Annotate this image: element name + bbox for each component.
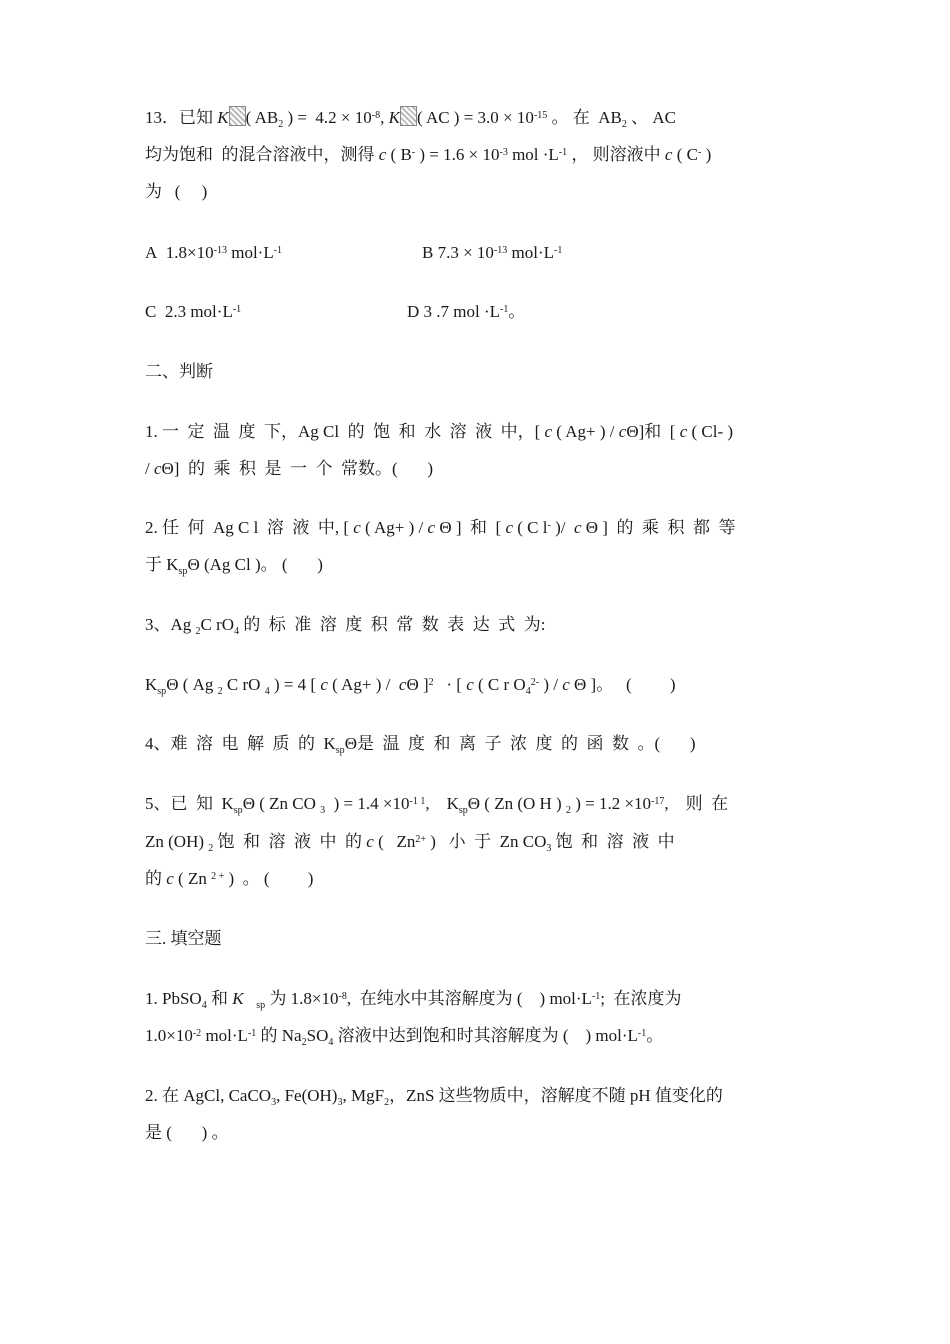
judge-3-line1: 3、Ag $_2$C $rO_4$ 的 标 准 溶 度 积 常 数 表 达 式 为: [145, 615, 546, 637]
q13-line2: 均为饱和 的混合溶液中，测得 c ( B- ) = $1.6 \times 10^{-3}$ mol $\cdot L^{-1}$ ， 则溶液中 c ( C- ) [145, 145, 712, 164]
q13-option-a: A $1.8\times 10^{-13}$ $mol\cdot L^{-1}$ [145, 243, 283, 262]
section-2-title: 二、判断 [145, 362, 213, 381]
judge-2-line1: 2. 任 何 Ag C l 溶 液 中, [ c ( Ag+ ) / c Θ ] 和 [ c ( C l- )/ c Θ ] 的 乘 积 都 等 [145, 518, 736, 537]
q13-line1: 13．已知 K ( $AB_2$ ) = $4.2 \times 10^{-8}$, K ( AC ) = $3.0 \times 10^{-15}$ 。 在 $AB_2$ 、 AC [145, 108, 676, 130]
judge-3-line2: $K_{sp}\Theta$ ( Ag $_2$ C rO $_4$ ) = 4 [ c ( Ag+ ) / cΘ ]$^2$ · [ c ( C r $O_4^{2-}$ ) / c Θ ]。 ( ) [145, 675, 676, 697]
judge-5-line1: 5、已 知 $K_{sp}\Theta$ ( Zn CO $_3$ ) = $1.4 \times 10^{-1 1}$, $K_{sp}\Theta$ ( Zn (O H ) $_2$ ) = $1.2 \times 10^{-17}$, 则 在 [145, 794, 729, 816]
fill-2-line1: 2. 在 AgCl, CaCO$_3$, $Fe(OH)_3$, MgF$_2$，ZnS 这些物质中，溶解度不随 pH 值变化的 [145, 1086, 723, 1108]
judge-5-line2: Zn (OH) $_2$ 饱 和 溶 液 中 的 c ( $Zn^{2+}$ ) 小 于 Zn $CO_3$ 饱 和 溶 液 中 [145, 832, 675, 854]
fill-2-line2: 是 ( ) 。 [145, 1123, 229, 1142]
judge-5-line3: 的 c ( Zn $^{2 +}$ ) 。 ( ) [145, 869, 314, 888]
judge-1-line1: 1. 一 定 温 度 下，Ag Cl 的 饱 和 水 溶 液 中，[ c ( Ag+ ) / cΘ]和 [ c ( Cl- ) [145, 422, 734, 441]
judge-4: 4、难 溶 电 解 质 的 $K_{sp}\Theta$是 温 度 和 离 子 浓 度 的 函 数 。( ) [145, 734, 696, 756]
judge-2-line2: 于 $K_{sp}\Theta$ (Ag Cl )。 ( ) [145, 555, 323, 577]
judge-1-line2: / cΘ] 的 乘 积 是 一 个 常数。( ) [145, 459, 434, 478]
ksp-symbol-icon [229, 106, 246, 126]
q13-option-b: B $7.3 \times 10^{-13}$ $mol\cdot L^{-1}$ [422, 243, 563, 262]
fill-1-line1: 1. PbSO$_4$ 和 K $_{sp}$ 为 $1.8\times 10^{-8}$, 在纯水中其溶解度为 ( ) $mol\cdot L^{-1}$; 在浓度为 [145, 989, 682, 1011]
q13-option-c: C 2.3 $mol\cdot L^{-1}$ [145, 302, 242, 321]
section-3-title: 三. 填空题 [145, 929, 222, 948]
ksp-symbol-icon [400, 106, 417, 126]
q13-option-d: D 3 .7 mol $\cdot L^{-1}$。 [407, 302, 526, 321]
fill-1-line2: $1.0\times 10^{-2}$ $mol\cdot L^{-1}$ 的 $Na_2SO_4$ 溶液中达到饱和时其溶解度为 ( ) $mol\cdot L^{-1}$。 [145, 1026, 664, 1048]
q13-line3: 为 ( ) [145, 182, 208, 201]
